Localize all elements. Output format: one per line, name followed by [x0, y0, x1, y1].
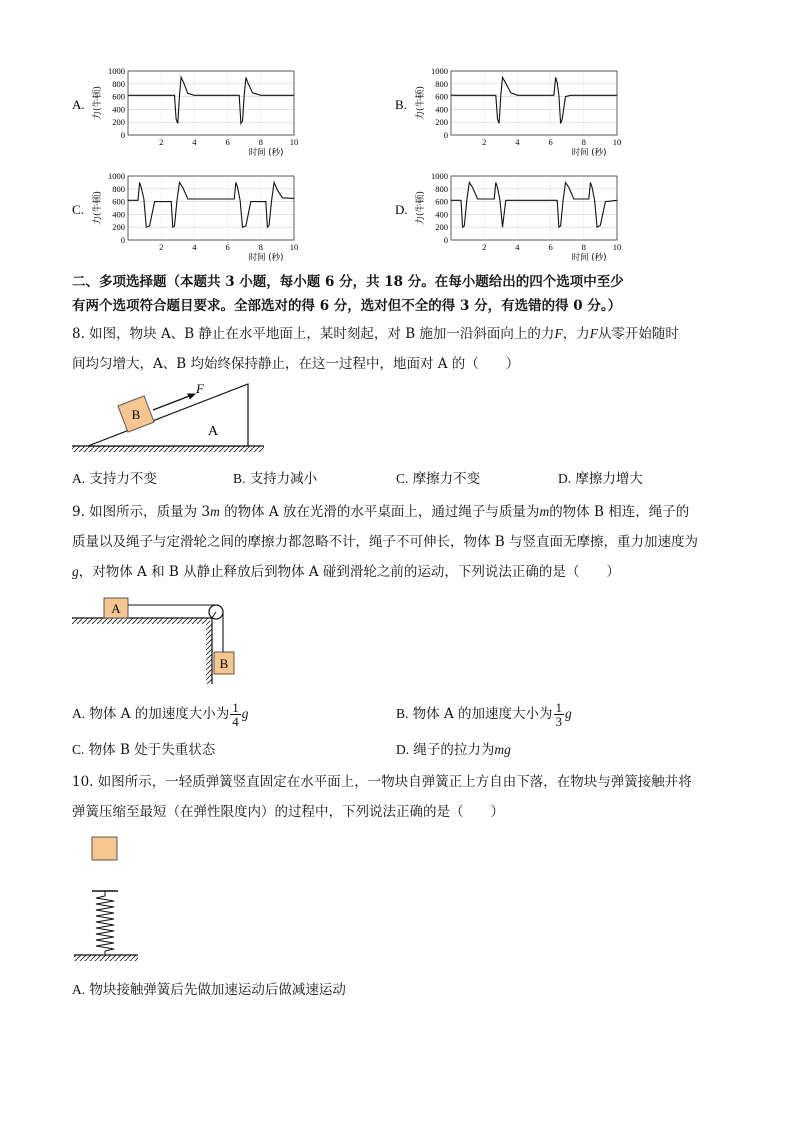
q8-option-b[interactable]	[233, 470, 317, 488]
q8-option-c[interactable]	[396, 470, 480, 488]
y-axis-label: 力(牛顿)	[93, 85, 103, 121]
block-b-label: B	[131, 407, 141, 422]
option-letter: A.	[72, 982, 86, 997]
q8-text-a: 8. 如图，物块 A、B 静止在水平地面上，某时刻起，对 B 施加一沿斜面向上的力	[72, 326, 555, 342]
q9-text-b: 的物体 A 放在光滑的水平桌面上，通过绳子与质量为	[219, 504, 540, 520]
q9-option-c[interactable]	[72, 741, 215, 759]
option-letter: D.	[558, 471, 572, 486]
x-tick-label: 6	[548, 242, 553, 252]
x-axis-label: 时间 (秒)	[571, 253, 607, 263]
x-tick-label: 4	[515, 242, 520, 252]
q9-stem-line1	[72, 503, 689, 521]
x-axis-label: 时间 (秒)	[571, 148, 607, 158]
y-tick-label: 1000	[431, 66, 448, 76]
block-a-label: A	[111, 601, 121, 616]
y-tick-label: 400	[112, 209, 125, 220]
option-text: 物体 B 处于失重状态	[88, 742, 216, 758]
option-letter: D.	[396, 742, 410, 757]
block-b-label: B	[219, 656, 229, 671]
x-axis-label: 时间 (秒)	[248, 253, 284, 263]
q8-force-symbol: F	[554, 326, 563, 341]
fraction-denominator: 3	[555, 714, 563, 729]
y-tick-label: 400	[435, 104, 448, 115]
x-tick-label: 4	[192, 242, 197, 252]
force-time-chart-b	[393, 65, 623, 165]
option-letter: C.	[396, 471, 409, 486]
y-tick-label: 1000	[108, 66, 125, 76]
section-heading-line2: 有两个选项符合题目要求。全部选对的得 6 分，选对但不全的得 3 分，有选错的得 0 分。）	[72, 298, 622, 314]
option-text: 支持力减小	[249, 471, 318, 487]
force-series-line	[128, 182, 294, 227]
q10-stem-line2: 弹簧压缩至最短（在弹性限度内）的过程中，下列说法正确的是（ ）	[72, 804, 504, 820]
y-tick-label: 200	[112, 117, 125, 128]
q9-option-d[interactable]	[396, 741, 511, 759]
fraction-denominator: 4	[232, 714, 239, 729]
y-axis-label: 力(牛顿)	[416, 85, 426, 121]
y-tick-label: 200	[435, 117, 448, 128]
section-heading-line1: 二、多项选择题（本题共 3 小题，每小题 6 分，共 18 分。在每小题给出的四个选项中至少	[72, 274, 624, 290]
x-tick-label: 8	[258, 242, 263, 252]
y-tick-label: 200	[435, 222, 448, 233]
x-tick-label: 4	[515, 137, 520, 147]
option-text: 绳子的拉力为	[413, 742, 495, 758]
x-tick-label: 10	[612, 242, 622, 252]
option-text: 物体 A 的加速度大小为	[412, 706, 553, 722]
option-text: 物体 A 的加速度大小为	[89, 706, 230, 722]
q10-spring-figure	[72, 834, 152, 966]
q8-option-a[interactable]	[72, 470, 157, 488]
y-axis-label: 力(牛顿)	[93, 190, 103, 226]
y-tick-label: 0	[120, 235, 125, 245]
x-tick-label: 4	[192, 137, 197, 147]
q8-text-b: ，力	[562, 326, 590, 342]
y-tick-label: 800	[435, 183, 448, 194]
x-tick-label: 2	[159, 137, 164, 147]
x-tick-label: 8	[258, 137, 263, 147]
x-tick-label: 6	[225, 242, 230, 252]
x-tick-label: 2	[159, 242, 164, 252]
option-text: 摩擦力增大	[575, 471, 643, 487]
option-letter: A.	[72, 706, 86, 721]
fraction-numerator: 1	[555, 700, 563, 715]
fraction	[554, 701, 565, 728]
option-letter: B.	[396, 706, 409, 721]
y-tick-label: 800	[435, 78, 448, 89]
spring-coil	[96, 896, 114, 951]
fraction	[230, 701, 241, 728]
q9-option-b[interactable]	[396, 696, 572, 732]
y-axis-label: 力(牛顿)	[416, 190, 426, 226]
chart-option-letter: D.	[395, 202, 408, 217]
y-tick-label: 600	[435, 91, 448, 102]
table-edge-hatch	[206, 624, 212, 684]
y-tick-label: 1000	[431, 171, 448, 181]
x-tick-label: 2	[482, 242, 487, 252]
y-tick-label: 800	[112, 183, 125, 194]
q8-stem-line2: 间均匀增大，A、B 均始终保持静止，在这一过程中，地面对 A 的（ ）	[72, 356, 520, 372]
chart-option-letter: A.	[72, 97, 85, 112]
q9-mass-symbol-2: m	[539, 504, 550, 519]
force-time-chart-c	[70, 170, 300, 270]
x-tick-label: 6	[548, 137, 553, 147]
q10-option-a[interactable]	[72, 981, 346, 999]
x-tick-label: 10	[612, 137, 622, 147]
q9-text-c: 的物体 B 相连，绳子的	[549, 504, 690, 520]
q9-stem-line3	[72, 563, 620, 581]
option-letter: B.	[233, 471, 246, 486]
y-tick-label: 600	[435, 196, 448, 207]
q10-stem-line1: 10. 如图所示，一轻质弹簧竖直固定在水平面上，一物块自弹簧正上方自由下落，在物块与弹簧接触并将	[72, 774, 692, 790]
q8-text-c: 从零开始随时	[597, 326, 679, 342]
q9-mass-symbol: m	[210, 504, 220, 519]
y-tick-label: 600	[112, 91, 125, 102]
x-axis-label: 时间 (秒)	[248, 148, 284, 158]
option-text: 物块接触弹簧后先做加速运动后做减速运动	[89, 982, 346, 998]
y-tick-label: 0	[443, 130, 448, 140]
gravity-symbol: g	[565, 706, 572, 721]
fraction-numerator: 1	[232, 700, 239, 715]
q8-wedge-figure	[68, 378, 268, 454]
plot-frame	[451, 71, 617, 135]
plot-frame	[451, 176, 617, 240]
x-tick-label: 8	[581, 137, 586, 147]
y-tick-label: 400	[112, 104, 125, 115]
x-tick-label: 10	[289, 242, 299, 252]
y-tick-label: 0	[443, 235, 448, 245]
y-tick-label: 1000	[108, 171, 125, 181]
force-series-line	[451, 77, 617, 123]
q8-option-d[interactable]	[558, 470, 643, 488]
x-tick-label: 10	[289, 137, 299, 147]
tension-symbol: mg	[494, 742, 511, 757]
wedge-a	[88, 384, 248, 446]
q9-pulley-figure	[72, 594, 236, 686]
y-tick-label: 800	[112, 78, 125, 89]
ground-hatch	[74, 955, 138, 961]
plot-frame	[128, 71, 294, 135]
force-time-chart-a	[70, 65, 300, 165]
option-letter: C.	[72, 742, 85, 757]
q9-stem-line2: 质量以及绳子与定滑轮之间的摩擦力都忽略不计，绳子不可伸长，物体 B 与竖直面无摩擦，重力加速度为	[72, 534, 699, 550]
q8-stem-line1	[72, 325, 679, 343]
y-tick-label: 400	[435, 209, 448, 220]
x-tick-label: 2	[482, 137, 487, 147]
option-text: 摩擦力不变	[412, 471, 481, 487]
gravity-symbol: g	[241, 706, 249, 721]
x-tick-label: 8	[581, 242, 586, 252]
wedge-label: A	[208, 424, 219, 439]
chart-option-letter: B.	[395, 97, 407, 112]
table-hatch	[72, 618, 210, 624]
falling-block	[92, 837, 117, 860]
force-series-line	[451, 182, 617, 227]
ground-hatch	[72, 446, 264, 452]
option-text: 支持力不变	[89, 471, 157, 487]
q9-text-line3: ，对物体 A 和 B 从静止释放后到物体 A 碰到滑轮之前的运动，下列说法正确的是（ ）	[78, 564, 620, 580]
force-time-chart-d	[393, 170, 623, 270]
q9-option-a[interactable]	[72, 696, 249, 732]
y-tick-label: 600	[112, 196, 125, 207]
q8-force-symbol-2: F	[589, 326, 598, 341]
y-tick-label: 0	[120, 130, 125, 140]
q9-text-a: 9. 如图所示，质量为 3	[72, 504, 211, 520]
option-letter: A.	[72, 471, 86, 486]
x-tick-label: 6	[225, 137, 230, 147]
y-tick-label: 200	[112, 222, 125, 233]
q9-gravity-symbol: g	[72, 564, 79, 579]
chart-option-letter: C.	[72, 202, 84, 217]
force-series-line	[128, 77, 294, 123]
force-label: F	[196, 381, 204, 396]
